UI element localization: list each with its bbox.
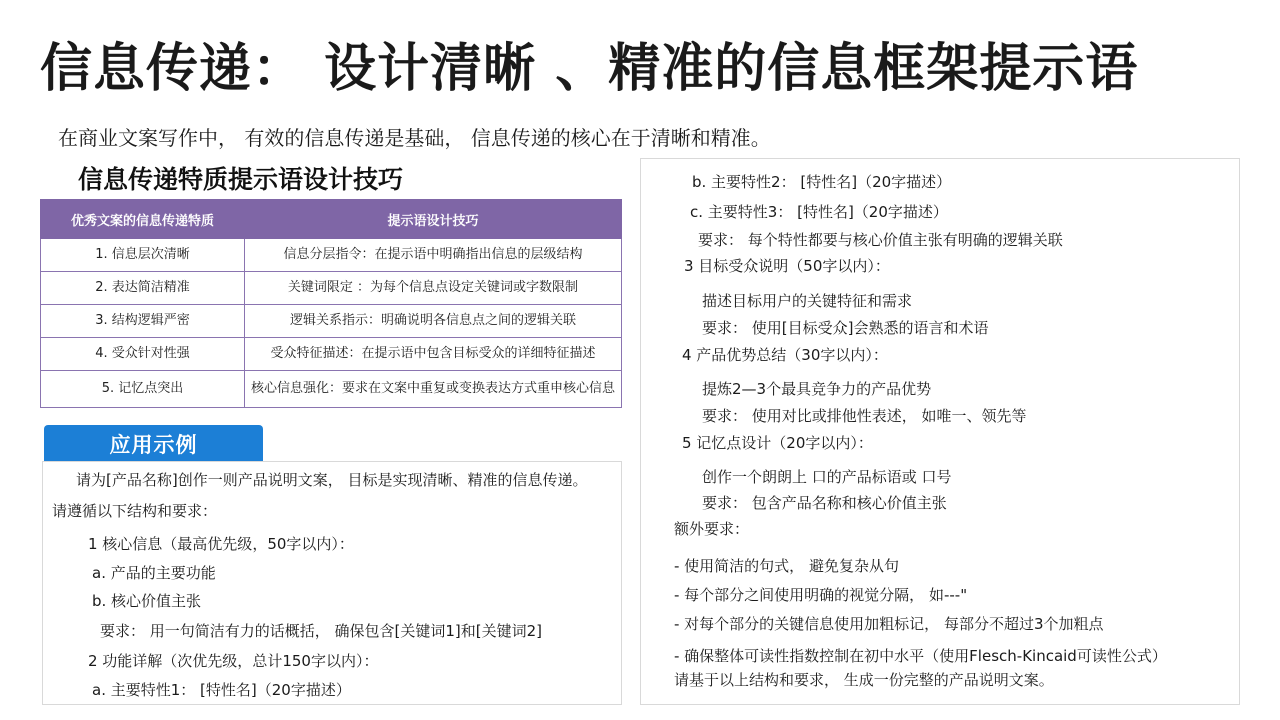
- table-row: [41, 272, 622, 305]
- example-line: 要求： 包含产品名称和核心价值主张: [702, 494, 947, 512]
- example-line: - 对每个部分的关键信息使用加粗标记， 每部分不超过3个加粗点: [674, 615, 1104, 633]
- column-header: 优秀文案的信息传递特质: [41, 200, 245, 239]
- example-line: 要求： 用一句简洁有力的话概括， 确保包含[关键词1]和[关键词2]: [100, 622, 543, 640]
- table-header-row: [41, 200, 622, 239]
- table-row: [41, 239, 622, 272]
- example-line: - 每个部分之间使用明确的视觉分隔， 如---": [674, 586, 968, 604]
- table-row: [41, 338, 622, 371]
- tips-table: [40, 199, 622, 408]
- example-line: 创作一个朗朗上 口的产品标语或 口号: [702, 468, 952, 486]
- example-line: 要求： 使用对比或排他性表述， 如唯一、领先等: [702, 407, 1027, 425]
- example-line: - 使用简洁的句式， 避免复杂从句: [674, 557, 899, 575]
- table-cell-tip: 逻辑关系指示：明确说明各信息点之间的逻辑关联: [245, 305, 622, 338]
- example-line: 3 目标受众说明（50字以内）：: [684, 257, 890, 275]
- example-line: b. 主要特性2： [特性名]（20字描述）: [692, 173, 952, 191]
- table-cell-tip: 信息分层指令：在提示语中明确指出信息的层级结构: [245, 239, 622, 272]
- table-cell-tip: 受众特征描述：在提示语中包含目标受众的详细特征描述: [245, 338, 622, 371]
- example-line: a. 产品的主要功能: [92, 564, 216, 582]
- table-cell-trait: 3. 结构逻辑严密: [41, 305, 245, 338]
- example-line: 请为[产品名称]创作一则产品说明文案， 目标是实现清晰、精准的信息传递。: [76, 471, 588, 489]
- table-cell-trait: 4. 受众针对性强: [41, 338, 245, 371]
- example-line: 请遵循以下结构和要求：: [52, 502, 218, 520]
- example-line: 5 记忆点设计（20字以内）：: [682, 434, 873, 452]
- page-subtitle: 在商业文案写作中， 有效的信息传递是基础， 信息传递的核心在于清晰和精准。: [58, 126, 771, 150]
- table-cell-trait: 2. 表达简洁精准: [41, 272, 245, 305]
- example-line: 1 核心信息（最高优先级，50字以内）：: [88, 535, 354, 553]
- table-cell-tip: 关键词限定 ：为每个信息点设定关键词或字数限制: [245, 272, 622, 305]
- table-row: [41, 371, 622, 408]
- example-line: 提炼2—3个最具竞争力的产品优势: [702, 380, 932, 398]
- example-line: b. 核心价值主张: [92, 592, 202, 610]
- table-cell-trait: 5. 记忆点突出: [41, 371, 245, 408]
- column-header: 提示语设计技巧: [245, 200, 622, 239]
- example-line: - 确保整体可读性指数控制在初中水平（使用Flesch-Kincaid可读性公式）: [674, 647, 1167, 665]
- example-line: 描述目标用户的关键特征和需求: [702, 292, 913, 310]
- table-cell-tip: 核心信息强化：要求在文案中重复或变换表达方式重申核心信息: [245, 371, 622, 408]
- example-line: 4 产品优势总结（30字以内）：: [682, 346, 888, 364]
- page-title: 信息传递： 设计清晰 、精准的信息框架提示语: [40, 39, 1139, 99]
- example-line: c. 主要特性3： [特性名]（20字描述）: [690, 203, 948, 221]
- example-line: 额外要求：: [674, 520, 750, 538]
- table-row: [41, 305, 622, 338]
- table-cell-trait: 1. 信息层次清晰: [41, 239, 245, 272]
- example-line: 要求： 每个特性都要与核心价值主张有明确的逻辑关联: [698, 231, 1063, 249]
- example-tab-label: 应用示例: [44, 425, 263, 463]
- example-line: 2 功能详解（次优先级，总计150字以内）：: [88, 652, 379, 670]
- section-heading: 信息传递特质提示语设计技巧: [78, 165, 404, 194]
- example-line: 要求： 使用[目标受众]会熟悉的语言和术语: [702, 319, 989, 337]
- example-line: a. 主要特性1： [特性名]（20字描述）: [92, 681, 351, 699]
- example-line: 请基于以上结构和要求， 生成一份完整的产品说明文案。: [674, 671, 1054, 689]
